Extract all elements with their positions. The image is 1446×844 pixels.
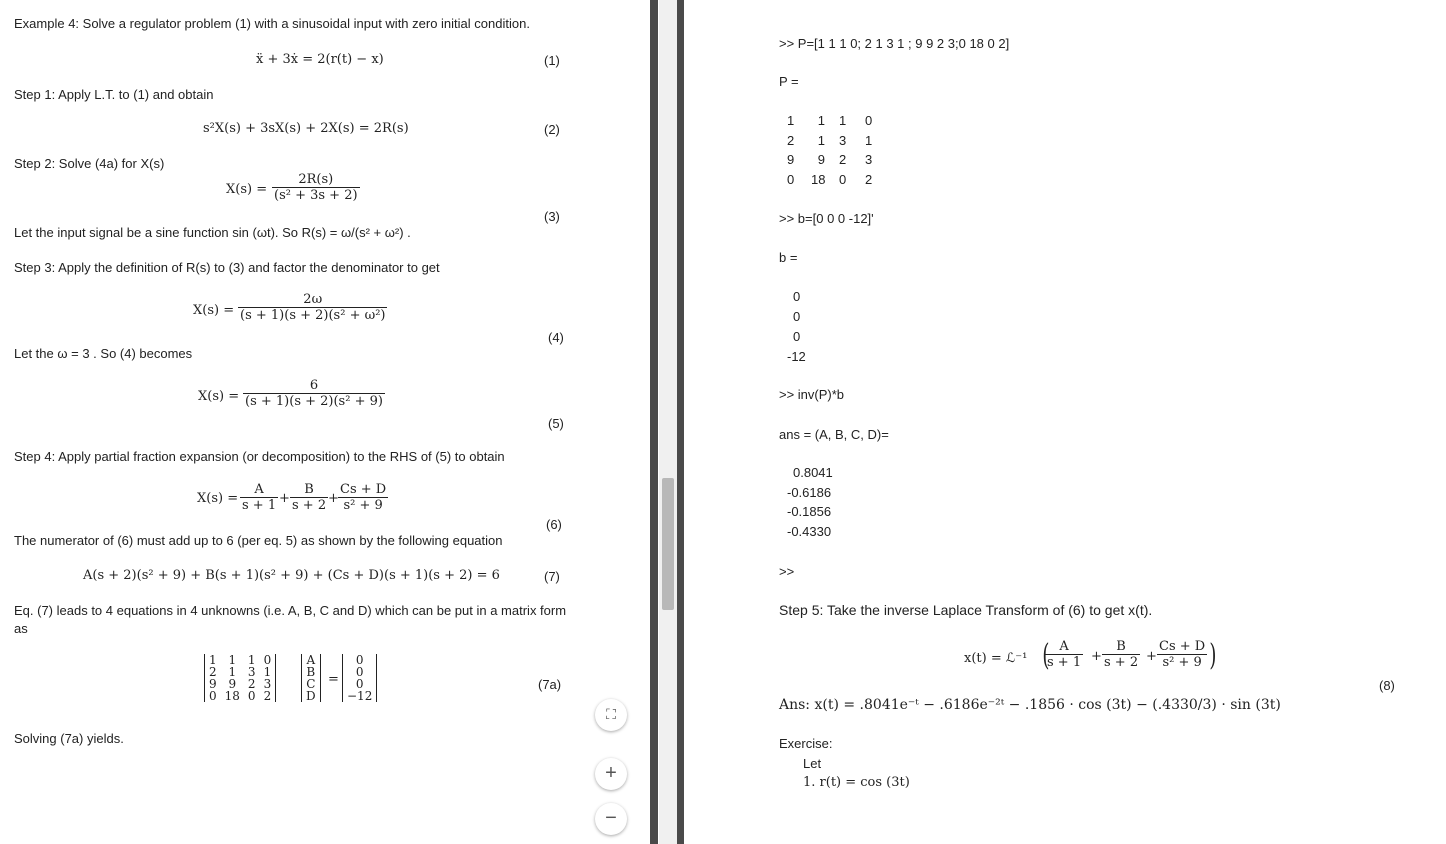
equation-5-numerator: 6 [309, 378, 319, 393]
equation-number-5: (5) [548, 416, 564, 431]
matrix-unknown-cell: C [306, 677, 316, 691]
matrix-unknown-cell: D [306, 689, 316, 703]
exercise-item-1: 1. r(t) = cos (3t) [803, 775, 910, 790]
equation-3-fraction [272, 172, 360, 203]
equation-number-7a: (7a) [538, 677, 562, 692]
fraction-b-denominator: s + 2 [292, 498, 327, 513]
step-1-text: Step 1: Apply L.T. to (1) and obtain [14, 87, 214, 102]
equation-3-numerator: 2R(s) [298, 172, 334, 187]
equation-6-fraction-a [240, 482, 278, 513]
matrix-p [204, 654, 276, 702]
equation-7: A(s + 2)(s² + 9) + B(s + 1)(s² + 9) + (Cs + D)(s + 1)(s + 2) = 6 [83, 568, 500, 583]
equation-6-fraction-c [338, 482, 388, 513]
ans-output-value: 0.8041 [793, 465, 833, 480]
equation-8-fraction-a [1045, 639, 1083, 670]
example-heading: Example 4: Solve a regulator problem (1) with a sinusoidal input with zero initial condition. [14, 16, 530, 31]
matrix-p-cell: 2 [209, 665, 217, 679]
step-2-text: Step 2: Solve (4a) for X(s) [14, 156, 165, 171]
b-output-value: 0 [793, 289, 801, 304]
p-output-value: 1 [817, 132, 825, 148]
fraction-a-numerator: A [254, 482, 264, 497]
equation-8-fraction-b [1102, 639, 1140, 670]
b-output-value: 0 [793, 329, 801, 344]
b-output-value: 0 [793, 309, 801, 324]
p-label: P = [779, 74, 799, 89]
equation-number-1: (1) [544, 53, 560, 68]
command-p: >> P=[1 1 1 0; 2 1 3 1 ; 9 9 2 3;0 18 0 2] [779, 36, 1010, 51]
matrix-p-cell: 0 [263, 653, 272, 667]
equation-8-fraction-c [1157, 639, 1207, 670]
fraction-b-numerator: B [1116, 639, 1126, 654]
fit-page-button[interactable]: ⛶ [595, 699, 627, 731]
matrix-p-row [205, 690, 276, 702]
equation-4-denominator: (s + 1)(s + 2)(s² + ω²) [240, 308, 386, 323]
answer-equation: Ans: x(t) = .8041e⁻ᵗ − .6186e⁻²ᵗ − .1856 · cos (3t) − (.4330/3) · sin (3t) [779, 697, 1281, 713]
equation-1: ẍ + 3ẋ = 2(r(t) − x) [256, 52, 384, 67]
ans-output-value: -0.6186 [787, 484, 832, 500]
equation-4-numerator: 2ω [303, 292, 323, 307]
close-paren: ) [1209, 638, 1217, 673]
fraction-b-denominator: s + 2 [1104, 655, 1139, 670]
prompt: >> [779, 564, 795, 579]
omega-text: Let the ω = 3 . So (4) becomes [14, 346, 193, 361]
command-b: >> b=[0 0 0 -12]' [779, 211, 874, 226]
p-output-value: 2 [787, 132, 795, 148]
matrix-p-cell: 2 [263, 689, 272, 703]
matrix-unknown-cell: A [306, 653, 316, 667]
command-inv: >> inv(P)*b [779, 387, 845, 402]
matrix-b-cell: −12 [347, 689, 373, 703]
right-page [687, 0, 1446, 844]
step-3-text: Step 3: Apply the definition of R(s) to (3) and factor the denominator to get [14, 260, 440, 275]
solving-text: Solving (7a) yields. [14, 731, 124, 746]
p-output-value: 3 [839, 132, 847, 148]
scrollbar-track[interactable] [659, 0, 677, 844]
plus-sign: + [1091, 649, 1102, 664]
equation-5-denominator: (s + 1)(s + 2)(s² + 9) [245, 394, 383, 409]
b-output-value: -12 [787, 349, 806, 364]
p-output-value: 0 [787, 171, 795, 187]
open-paren: ( [1042, 638, 1050, 673]
equation-6-fraction-b [290, 482, 328, 513]
step-4-text: Step 4: Apply partial fraction expansion (or decomposition) to the RHS of (5) to obtain [14, 449, 505, 464]
fraction-c-denominator: s² + 9 [338, 497, 388, 513]
matrix-p-cell: 1 [263, 665, 272, 679]
matrix-unknown-cell: B [306, 665, 316, 679]
fraction-a-denominator: s + 1 [1047, 655, 1082, 670]
equation-5-fraction [243, 378, 385, 409]
equation-number-2: (2) [544, 122, 560, 137]
scrollbar-thumb[interactable] [662, 478, 674, 610]
plus-sign: + [328, 491, 339, 506]
p-output-value: 3 [865, 152, 873, 167]
p-output-value: 2 [839, 152, 847, 167]
matrix-p-cell: 3 [247, 665, 256, 679]
left-page [0, 0, 648, 844]
equals-sign: = [328, 672, 339, 687]
matrix-p-cell: 18 [224, 689, 240, 703]
matrix-intro-line-2: as [14, 621, 28, 636]
matrix-intro-line-1: Eq. (7) leads to 4 equations in 4 unknowns (i.e. A, B, C and D) which can be put in a matrix form [14, 603, 567, 618]
b-label: b = [779, 250, 798, 265]
zoom-out-button[interactable]: − [595, 803, 627, 835]
equation-2: s²X(s) + 3sX(s) + 2X(s) = 2R(s) [203, 121, 409, 136]
matrix-p-cell: 1 [228, 665, 237, 679]
p-output-value: 1 [865, 132, 873, 148]
matrix-p-cell: 1 [209, 653, 217, 667]
matrix-unknown-row [302, 690, 321, 702]
ans-label: ans = (A, B, C, D)= [779, 427, 889, 442]
fraction-c-numerator: Cs + D [1159, 639, 1206, 654]
matrix-b-row [343, 690, 377, 702]
plus-sign: + [279, 491, 290, 506]
zoom-in-button[interactable]: + [595, 758, 627, 790]
p-output-value: 0 [865, 113, 873, 128]
numerator-text: The numerator of (6) must add up to 6 (per eq. 5) as shown by the following equation [14, 533, 503, 548]
equation-number-7: (7) [544, 569, 560, 584]
matrix-p-cell: 9 [209, 677, 217, 691]
exercise-heading: Exercise: [779, 736, 833, 751]
p-output-value: 9 [787, 152, 795, 167]
p-output-value: 18 [811, 171, 826, 187]
p-output-value: 1 [839, 113, 847, 128]
equation-4-fraction [238, 292, 387, 323]
matrix-b-cell: 0 [355, 653, 364, 667]
p-output-value: 1 [787, 113, 795, 128]
matrix-p-cell: 0 [209, 689, 217, 703]
let-text: Let [803, 756, 822, 771]
equation-5-lhs: X(s) = [198, 389, 240, 404]
matrix-b [342, 654, 377, 702]
input-signal-text: Let the input signal be a sine function sin (ωt). So R(s) = ω/(s² + ω²) . [14, 225, 411, 240]
fraction-b-numerator: B [304, 482, 314, 497]
matrix-p-cell: 9 [228, 677, 237, 691]
matrix-p-cell: 3 [263, 677, 272, 691]
matrix-p-cell: 0 [247, 689, 256, 703]
equation-4-lhs: X(s) = [193, 303, 235, 318]
matrix-p-cell: 2 [247, 677, 256, 691]
equation-3-denominator: (s² + 3s + 2) [274, 188, 358, 203]
pane-divider-left [650, 0, 658, 844]
step-5-text: Step 5: Take the inverse Laplace Transform of (6) to get x(t). [779, 602, 1153, 618]
fraction-c-numerator: Cs + D [340, 482, 387, 497]
equation-number-4: (4) [548, 330, 564, 345]
equation-number-3: (3) [544, 209, 560, 224]
equation-number-6: (6) [546, 517, 562, 532]
fraction-c-denominator: s² + 9 [1157, 654, 1207, 670]
p-output-value: 0 [839, 171, 847, 187]
equation-number-8: (8) [1379, 678, 1395, 693]
matrix-unknowns [301, 654, 321, 702]
equation-6-lhs: X(s) = [197, 491, 239, 506]
matrix-p-cell: 1 [228, 653, 237, 667]
p-output-value: 2 [865, 171, 873, 187]
ans-output-value: -0.4330 [787, 523, 832, 539]
matrix-b-cell: 0 [355, 677, 364, 691]
p-output-value: 1 [817, 113, 825, 128]
equation-8-lhs: x(t) = ℒ⁻¹ [964, 651, 1028, 666]
plus-sign: + [1146, 649, 1157, 664]
matrix-p-cell: 1 [247, 653, 256, 667]
matrix-b-cell: 0 [355, 665, 364, 679]
equation-3-lhs: X(s) = [226, 182, 268, 197]
ans-output-value: -0.1856 [787, 504, 832, 519]
p-output-value: 9 [817, 152, 825, 167]
pane-divider-right [677, 0, 684, 844]
fraction-a-numerator: A [1059, 639, 1069, 654]
fraction-a-denominator: s + 1 [242, 498, 277, 513]
